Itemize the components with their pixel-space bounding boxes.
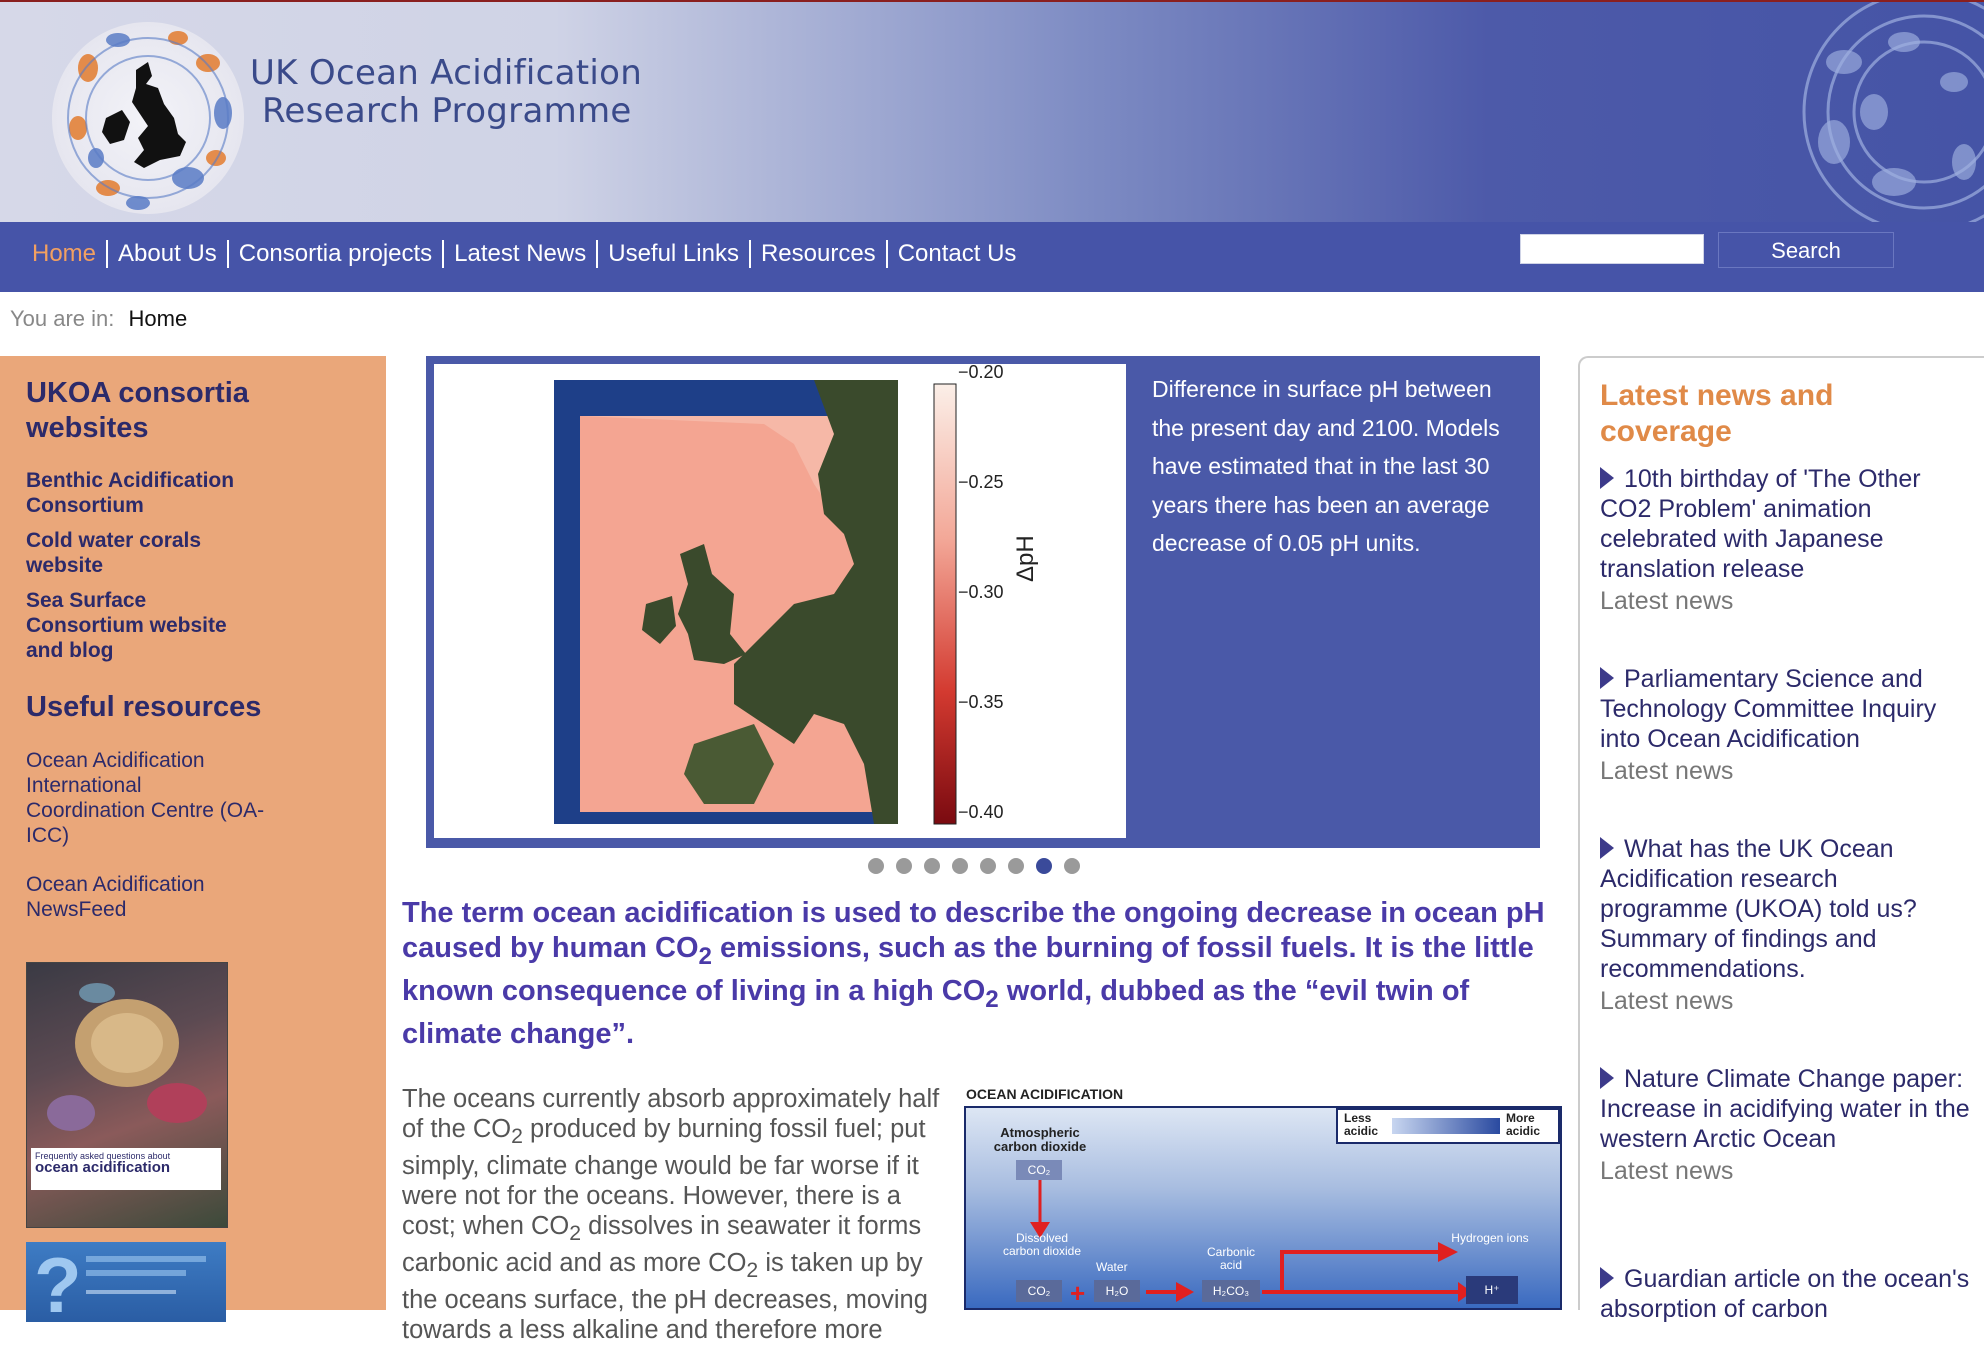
news-item-title[interactable] [1600, 1064, 1970, 1154]
hydrogen-ions-label: Hydrogen ions [1451, 1231, 1529, 1245]
diagram-title: OCEAN ACIDIFICATION [966, 1086, 1124, 1102]
news-item-title[interactable] [1600, 834, 1970, 984]
breadcrumb-label: You are in: [10, 306, 115, 331]
link-sea-surface-consortium[interactable]: Sea Surface Consortium website and blog [26, 589, 227, 662]
news-item-title-text: Parliamentary Science and Technology Committee Inquiry into Ocean Acidification [1600, 665, 1937, 753]
site-title-line1: UK Ocean Acidification [250, 53, 643, 93]
slider-dot[interactable] [1064, 858, 1080, 874]
booklet-caption-title: ocean acidification [35, 1159, 171, 1176]
body-part-2: produced by burning fossil fuel; put simply, climate change would be far worse if it were not for the oceans. However, there is a cost; when CO [402, 1115, 926, 1241]
water-label: Water [1096, 1260, 1128, 1274]
triangle-bullet-icon [1600, 667, 1614, 689]
news-item-title-text: Guardian article on the ocean's absorption of carbon [1600, 1265, 1970, 1323]
slider-dot[interactable] [980, 858, 996, 874]
less-acidic-label: Less acidic [1344, 1111, 1379, 1138]
slider-dot[interactable] [924, 858, 940, 874]
news-item-title-text: Nature Climate Change paper: Increase in acidifying water in the western Arctic Ocean [1600, 1065, 1970, 1153]
colorbar-tick: −0.35 [958, 692, 1004, 712]
body-subscript: 2 [511, 1124, 523, 1149]
colorbar-tick: −0.40 [958, 802, 1004, 822]
intro-part-1: The term ocean acidification is used to describe the ongoing decrease in ocean pH caused by human CO [402, 897, 1545, 964]
news-item-title[interactable] [1600, 1264, 1970, 1324]
booklet-caption-small: Frequently asked questions about [35, 1151, 171, 1161]
link-benthic-acidification[interactable]: Benthic Acidification Consortium [26, 469, 235, 517]
left-sidebar [0, 356, 386, 1322]
triangle-bullet-icon [1600, 1067, 1614, 1089]
nav-latest-news[interactable]: Latest News [454, 240, 587, 267]
intro-subscript: 2 [698, 942, 712, 970]
dissolved-co2-box: CO₂ [1016, 1280, 1062, 1302]
news-item[interactable] [1600, 664, 1970, 786]
slider-dot[interactable] [896, 858, 912, 874]
ocean-acidification-diagram[interactable] [964, 1106, 1562, 1310]
acidity-gradient [1392, 1118, 1500, 1134]
news-item-title[interactable] [1600, 664, 1970, 754]
colorbar-tick: −0.20 [958, 362, 1004, 382]
body-subscript: 2 [569, 1221, 582, 1246]
news-item[interactable] [1600, 1264, 1970, 1324]
resources-heading: Useful resources [26, 691, 262, 723]
acidity-scale [1336, 1108, 1560, 1144]
link-cold-water-corals[interactable]: Cold water corals website [26, 529, 202, 577]
body-part-4: is taken up by the oceans surface, the pH decreases, moving towards a less alkaline and therefore more [402, 1249, 928, 1345]
atmospheric-co2-label: Atmospheric carbon dioxide [993, 1125, 1087, 1154]
triangle-bullet-icon [1600, 467, 1614, 489]
search-input[interactable] [1520, 234, 1704, 264]
news-item[interactable] [1600, 834, 1970, 1016]
body-paragraph [402, 1084, 952, 1345]
intro-part-2: emissions, such as the burning of fossil fuels. It is the little known consequence of living in a high CO [402, 932, 1534, 1007]
link-oa-newsfeed[interactable]: Ocean Acidification NewsFeed [26, 873, 205, 921]
colorbar-label: ΔpH [1012, 535, 1039, 582]
carbonic-acid-label: Carbonic acid [1206, 1245, 1256, 1272]
intro-part-3: world, dubbed as the “evil twin of climate change”. [402, 974, 1470, 1050]
triangle-bullet-icon [1600, 1267, 1614, 1289]
body-part-3: dissolves in seawater it forms carbonic acid and as more CO [402, 1212, 922, 1278]
site-header [0, 0, 1984, 224]
nav-useful-links[interactable]: Useful Links [608, 240, 739, 267]
co2-box: CO₂ [1016, 1160, 1062, 1180]
faq-booklet-image[interactable] [26, 962, 228, 1228]
slider-dot-active[interactable] [1036, 858, 1052, 874]
search-button[interactable]: Search [1718, 232, 1894, 268]
plus-icon: + [1070, 1278, 1086, 1308]
slider-dot[interactable] [868, 858, 884, 874]
colorbar-labels [958, 362, 1048, 842]
body-subscript: 2 [746, 1258, 759, 1283]
triangle-bullet-icon [1600, 837, 1614, 859]
nav-resources[interactable]: Resources [760, 240, 876, 267]
news-item-title[interactable] [1600, 464, 1970, 584]
hydrogen-ions-box: H⁺ [1466, 1276, 1518, 1304]
news-heading: Latest news and coverage [1600, 379, 1834, 448]
site-title[interactable] [250, 54, 642, 130]
body-part-1: The oceans currently absorb approximately half of the CO [402, 1085, 940, 1143]
coral-decoration-icon [1754, 2, 1984, 224]
news-item-title-text: What has the UK Ocean Acidification research programme (UKOA) told us? Summary of findings and recommendations. [1600, 835, 1917, 983]
consortia-heading: UKOA consortia websites [26, 377, 249, 444]
more-acidic-label: More acidic [1506, 1111, 1541, 1138]
water-box: H₂O [1094, 1280, 1140, 1302]
news-item-category[interactable]: Latest news [1600, 987, 1734, 1015]
globe-logo-icon[interactable] [48, 18, 248, 218]
colorbar-tick: −0.30 [958, 582, 1004, 602]
news-sidebar [1578, 356, 1984, 1323]
nav-home[interactable]: Home [32, 240, 97, 267]
dissolved-co2-label: Dissolved carbon dioxide [1002, 1231, 1082, 1258]
right-arrow-icon [1146, 1280, 1196, 1304]
link-oa-icc[interactable]: Ocean Acidification International Coordination Centre (OA-ICC) [26, 749, 265, 847]
news-item-category[interactable]: Latest news [1600, 757, 1734, 785]
booklet-cover-icon [26, 1242, 226, 1322]
carbonic-acid-box: H₂CO₃ [1202, 1280, 1260, 1302]
intro-statement [402, 896, 1572, 1052]
nav-contact-us[interactable]: Contact Us [897, 240, 1017, 267]
slider-dot[interactable] [1008, 858, 1024, 874]
news-item-category[interactable]: Latest news [1600, 587, 1734, 615]
intro-subscript: 2 [985, 985, 999, 1013]
breadcrumb [10, 306, 187, 332]
slide-caption: Difference in surface pH between the present day and 2100. Models have estimated that in the last 30 years there has been an average decrease of 0.05 pH units. [1152, 376, 1500, 556]
colorbar-tick: −0.25 [958, 472, 1004, 492]
news-item[interactable] [1600, 1064, 1970, 1186]
slider-dots [868, 858, 1080, 874]
site-title-line2: Research Programme [262, 91, 632, 131]
slider-dot[interactable] [952, 858, 968, 874]
reaction-arrows-icon [1262, 1232, 1472, 1310]
news-item[interactable] [1600, 464, 1970, 616]
news-item-category[interactable]: Latest news [1600, 1157, 1734, 1185]
nav-consortia-projects[interactable]: Consortia projects [238, 240, 433, 267]
nav-about-us[interactable]: About Us [118, 240, 217, 267]
news-item-title-text: 10th birthday of 'The Other CO2 Problem' animation celebrated with Japanese translation release [1600, 465, 1921, 583]
booklet-caption [31, 1148, 221, 1190]
breadcrumb-current: Home [128, 306, 188, 331]
image-slider[interactable] [426, 356, 1540, 848]
svg-text:?: ? [34, 1242, 82, 1322]
second-booklet-image[interactable] [26, 1242, 226, 1322]
nav-links [22, 240, 1026, 268]
